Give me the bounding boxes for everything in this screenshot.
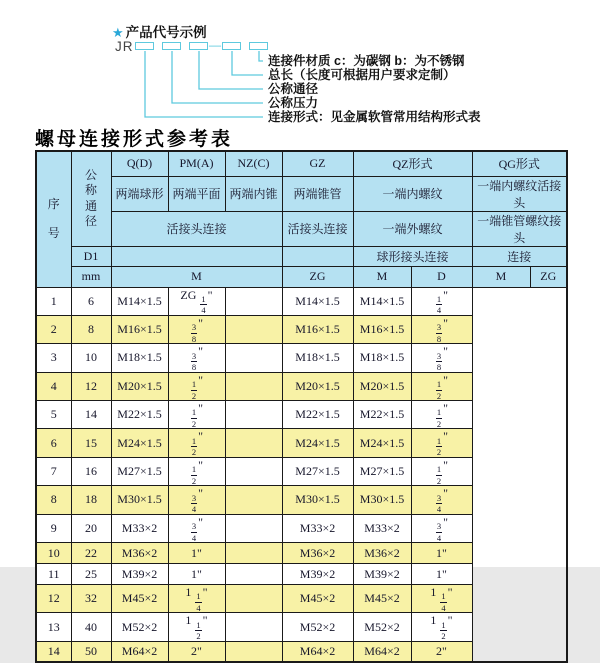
table-cell bbox=[225, 287, 282, 315]
table-cell: 1" bbox=[168, 543, 225, 564]
table-cell bbox=[225, 613, 282, 641]
table-cell: 18 bbox=[71, 486, 111, 514]
label-nominal-diameter: 公称通径 bbox=[268, 82, 319, 96]
table-cell: $\frac{1}{2}$ " bbox=[168, 457, 225, 485]
table-cell: 11 bbox=[36, 564, 71, 585]
table-cell: $\frac{1}{2}$ " bbox=[411, 372, 472, 400]
table-row bbox=[36, 315, 567, 343]
label-material: 连接件材质 c：为碳钢 b：为不锈钢 bbox=[268, 54, 465, 68]
header-gz-connection: 活接头连接 bbox=[282, 211, 353, 246]
table-cell: M45×2 bbox=[353, 585, 411, 613]
table-cell bbox=[225, 457, 282, 485]
table-cell: M24×1.5 bbox=[353, 429, 411, 457]
table-row bbox=[36, 543, 567, 564]
table-cell: $\frac{3}{4}$ " bbox=[411, 514, 472, 542]
table-cell: 12 bbox=[36, 585, 71, 613]
code-box-4 bbox=[222, 42, 241, 50]
table-cell: 20 bbox=[71, 514, 111, 542]
table-cell: 8 bbox=[36, 486, 71, 514]
table-cell: M33×2 bbox=[282, 514, 353, 542]
table-cell: 1 $\frac{1}{4}$ " bbox=[168, 585, 225, 613]
table-cell: 1" bbox=[411, 543, 472, 564]
code-prefix: JR bbox=[115, 39, 134, 54]
table-row bbox=[36, 287, 567, 315]
header-qg-desc1: 一端内螺纹活接头 bbox=[472, 176, 567, 211]
table-cell bbox=[225, 543, 282, 564]
table-cell: 22 bbox=[71, 543, 111, 564]
table-cell: 1 bbox=[36, 287, 71, 315]
code-box-3 bbox=[189, 42, 208, 50]
table-body bbox=[36, 287, 567, 662]
table-cell: 4 bbox=[36, 372, 71, 400]
code-box-1 bbox=[135, 42, 154, 50]
header-pm-desc: 两端平面 bbox=[168, 176, 225, 211]
header-qz-desc1: 一端内螺纹 bbox=[353, 176, 472, 211]
table-cell: 13 bbox=[36, 613, 71, 641]
table-cell: M30×1.5 bbox=[111, 486, 168, 514]
table-cell: M27×1.5 bbox=[282, 457, 353, 485]
table-cell: $\frac{1}{4}$ " bbox=[411, 287, 472, 315]
table-cell: M36×2 bbox=[111, 543, 168, 564]
table-cell: 6 bbox=[36, 429, 71, 457]
header-col-qz-d: D bbox=[411, 266, 472, 287]
table-cell: M14×1.5 bbox=[111, 287, 168, 315]
nut-connection-table bbox=[35, 150, 568, 663]
table-cell: 16 bbox=[71, 457, 111, 485]
table-title: 螺母连接形式参考表 bbox=[35, 129, 234, 150]
label-connection-form: 连接形式：见金属软管常用结构形式表 bbox=[268, 110, 481, 124]
table-cell: 2 bbox=[36, 315, 71, 343]
table-cell: 1" bbox=[411, 564, 472, 585]
header-nominal-diameter: 公称通径 bbox=[71, 151, 111, 246]
table-cell: 10 bbox=[71, 344, 111, 372]
table-cell: M20×1.5 bbox=[282, 372, 353, 400]
table-cell bbox=[225, 372, 282, 400]
table-cell: 25 bbox=[71, 564, 111, 585]
table-cell: $\frac{1}{2}$ " bbox=[411, 457, 472, 485]
table-cell: $\frac{1}{2}$ " bbox=[411, 429, 472, 457]
table-cell: $\frac{1}{2}$ " bbox=[411, 401, 472, 429]
table-cell: 15 bbox=[71, 429, 111, 457]
table-cell bbox=[225, 401, 282, 429]
table-row bbox=[36, 585, 567, 613]
table-row bbox=[36, 344, 567, 372]
table-cell: 50 bbox=[71, 641, 111, 662]
header-empty-left bbox=[111, 246, 282, 266]
table-cell: M64×2 bbox=[111, 641, 168, 662]
header-col-qg-zg: ZG bbox=[530, 266, 567, 287]
table-row bbox=[36, 372, 567, 400]
table-cell: $\frac{3}{4}$ " bbox=[168, 486, 225, 514]
header-form-qz: QZ形式 bbox=[353, 151, 472, 176]
table-cell: 5 bbox=[36, 401, 71, 429]
table-row bbox=[36, 514, 567, 542]
table-cell: M39×2 bbox=[111, 564, 168, 585]
header-col-zg: ZG bbox=[282, 266, 353, 287]
table-row bbox=[36, 613, 567, 641]
table-cell: 1 $\frac{1}{4}$ " bbox=[411, 585, 472, 613]
table-cell bbox=[225, 429, 282, 457]
header-empty-gz bbox=[282, 246, 353, 266]
header-form-q: Q(D) bbox=[111, 151, 168, 176]
label-total-length: 总长（长度可根据用户要求定制） bbox=[268, 68, 456, 82]
table-cell: 40 bbox=[71, 613, 111, 641]
table-cell: M52×2 bbox=[353, 613, 411, 641]
table-cell: $\frac{3}{8}$ " bbox=[168, 344, 225, 372]
header-qg-desc2: 一端锥管螺纹接头 bbox=[472, 211, 567, 246]
table-cell: $\frac{3}{8}$ " bbox=[411, 315, 472, 343]
star-icon: ★ bbox=[112, 25, 124, 40]
table-cell: M30×1.5 bbox=[353, 486, 411, 514]
table-cell: 14 bbox=[71, 401, 111, 429]
table-cell bbox=[225, 315, 282, 343]
table-cell: M20×1.5 bbox=[111, 372, 168, 400]
header-col-qg-m: M bbox=[472, 266, 530, 287]
table-cell bbox=[225, 344, 282, 372]
table-cell: M22×1.5 bbox=[282, 401, 353, 429]
table-row bbox=[36, 401, 567, 429]
table-cell: $\frac{1}{2}$ " bbox=[168, 372, 225, 400]
table-cell: M16×1.5 bbox=[111, 315, 168, 343]
header-d1: D1 bbox=[71, 246, 111, 266]
table-cell: M39×2 bbox=[282, 564, 353, 585]
table-cell: M64×2 bbox=[282, 641, 353, 662]
table-cell: M27×1.5 bbox=[111, 457, 168, 485]
table-cell: M33×2 bbox=[111, 514, 168, 542]
code-box-5 bbox=[249, 42, 268, 50]
table-cell: 8 bbox=[71, 315, 111, 343]
table-cell: M14×1.5 bbox=[353, 287, 411, 315]
table-cell: $\frac{3}{8}$ " bbox=[411, 344, 472, 372]
table-cell: M27×1.5 bbox=[353, 457, 411, 485]
header-q-desc: 两端球形 bbox=[111, 176, 168, 211]
table-cell: 7 bbox=[36, 457, 71, 485]
table-cell: M22×1.5 bbox=[111, 401, 168, 429]
table-cell: $\frac{1}{2}$ " bbox=[168, 429, 225, 457]
table-cell: 1 $\frac{1}{2}$ " bbox=[411, 613, 472, 641]
table-cell: 1" bbox=[168, 564, 225, 585]
header-form-pm: PM(A) bbox=[168, 151, 225, 176]
product-code-diagram bbox=[0, 0, 600, 130]
table-cell: M39×2 bbox=[353, 564, 411, 585]
table-cell: M18×1.5 bbox=[111, 344, 168, 372]
table-cell: M64×2 bbox=[353, 641, 411, 662]
header-form-nz: NZ(C) bbox=[225, 151, 282, 176]
header-col-m: M bbox=[111, 266, 282, 287]
table-cell: 9 bbox=[36, 514, 71, 542]
table-cell: 10 bbox=[36, 543, 71, 564]
table-cell: 2" bbox=[168, 641, 225, 662]
table-cell: M18×1.5 bbox=[353, 344, 411, 372]
table-cell: $\frac{3}{4}$ " bbox=[411, 486, 472, 514]
table-cell: M16×1.5 bbox=[353, 315, 411, 343]
header-unit-mm: mm bbox=[71, 266, 111, 287]
table-cell bbox=[225, 486, 282, 514]
code-dash: — bbox=[209, 38, 221, 52]
table-cell: M24×1.5 bbox=[282, 429, 353, 457]
header-qz-desc2: 一端外螺纹 bbox=[353, 211, 472, 246]
table-row bbox=[36, 486, 567, 514]
table-cell: M33×2 bbox=[353, 514, 411, 542]
table-cell: M16×1.5 bbox=[282, 315, 353, 343]
header-col-qz-m: M bbox=[353, 266, 411, 287]
table-cell: M45×2 bbox=[282, 585, 353, 613]
table-cell: M30×1.5 bbox=[282, 486, 353, 514]
header-form-gz: GZ bbox=[282, 151, 353, 176]
header-form-qg: QG形式 bbox=[472, 151, 567, 176]
table-cell: $\frac{3}{4}$ " bbox=[168, 514, 225, 542]
table-cell: 6 bbox=[71, 287, 111, 315]
table-cell: $\frac{3}{8}$ " bbox=[168, 315, 225, 343]
label-nominal-pressure: 公称压力 bbox=[268, 96, 319, 110]
table-cell: 12 bbox=[71, 372, 111, 400]
table-cell: 1 $\frac{1}{2}$ " bbox=[168, 613, 225, 641]
table-row bbox=[36, 641, 567, 662]
table-cell: M24×1.5 bbox=[111, 429, 168, 457]
table-cell bbox=[225, 641, 282, 662]
header-union-connection: 活接头连接 bbox=[111, 211, 282, 246]
table-row bbox=[36, 429, 567, 457]
table-cell: M52×2 bbox=[111, 613, 168, 641]
table-cell: 3 bbox=[36, 344, 71, 372]
table-cell: $\frac{1}{2}$ " bbox=[168, 401, 225, 429]
table-row bbox=[36, 564, 567, 585]
table-cell bbox=[225, 564, 282, 585]
table-cell: M36×2 bbox=[353, 543, 411, 564]
table-cell: 14 bbox=[36, 641, 71, 662]
table-cell: M20×1.5 bbox=[353, 372, 411, 400]
table-cell: 32 bbox=[71, 585, 111, 613]
code-box-2 bbox=[162, 42, 181, 50]
table-cell: M14×1.5 bbox=[282, 287, 353, 315]
table-cell: ZG $\frac{1}{4}$ " bbox=[168, 287, 225, 315]
header-gz-desc: 两端锥管 bbox=[282, 176, 353, 211]
table-cell: M45×2 bbox=[111, 585, 168, 613]
table-cell: M36×2 bbox=[282, 543, 353, 564]
diagram-title-text: 产品代号示例 bbox=[125, 25, 207, 40]
table-row bbox=[36, 457, 567, 485]
table-cell: 2" bbox=[411, 641, 472, 662]
header-qz-desc3: 球形接头连接 bbox=[353, 246, 472, 266]
table-cell bbox=[225, 585, 282, 613]
header-qg-desc3: 连接 bbox=[472, 246, 567, 266]
header-seq: 序号 bbox=[36, 151, 71, 287]
diagram-title bbox=[112, 21, 207, 41]
table-cell: M52×2 bbox=[282, 613, 353, 641]
table-cell bbox=[225, 514, 282, 542]
header-nz-desc: 两端内锥 bbox=[225, 176, 282, 211]
table-cell: M18×1.5 bbox=[282, 344, 353, 372]
table-cell: M22×1.5 bbox=[353, 401, 411, 429]
